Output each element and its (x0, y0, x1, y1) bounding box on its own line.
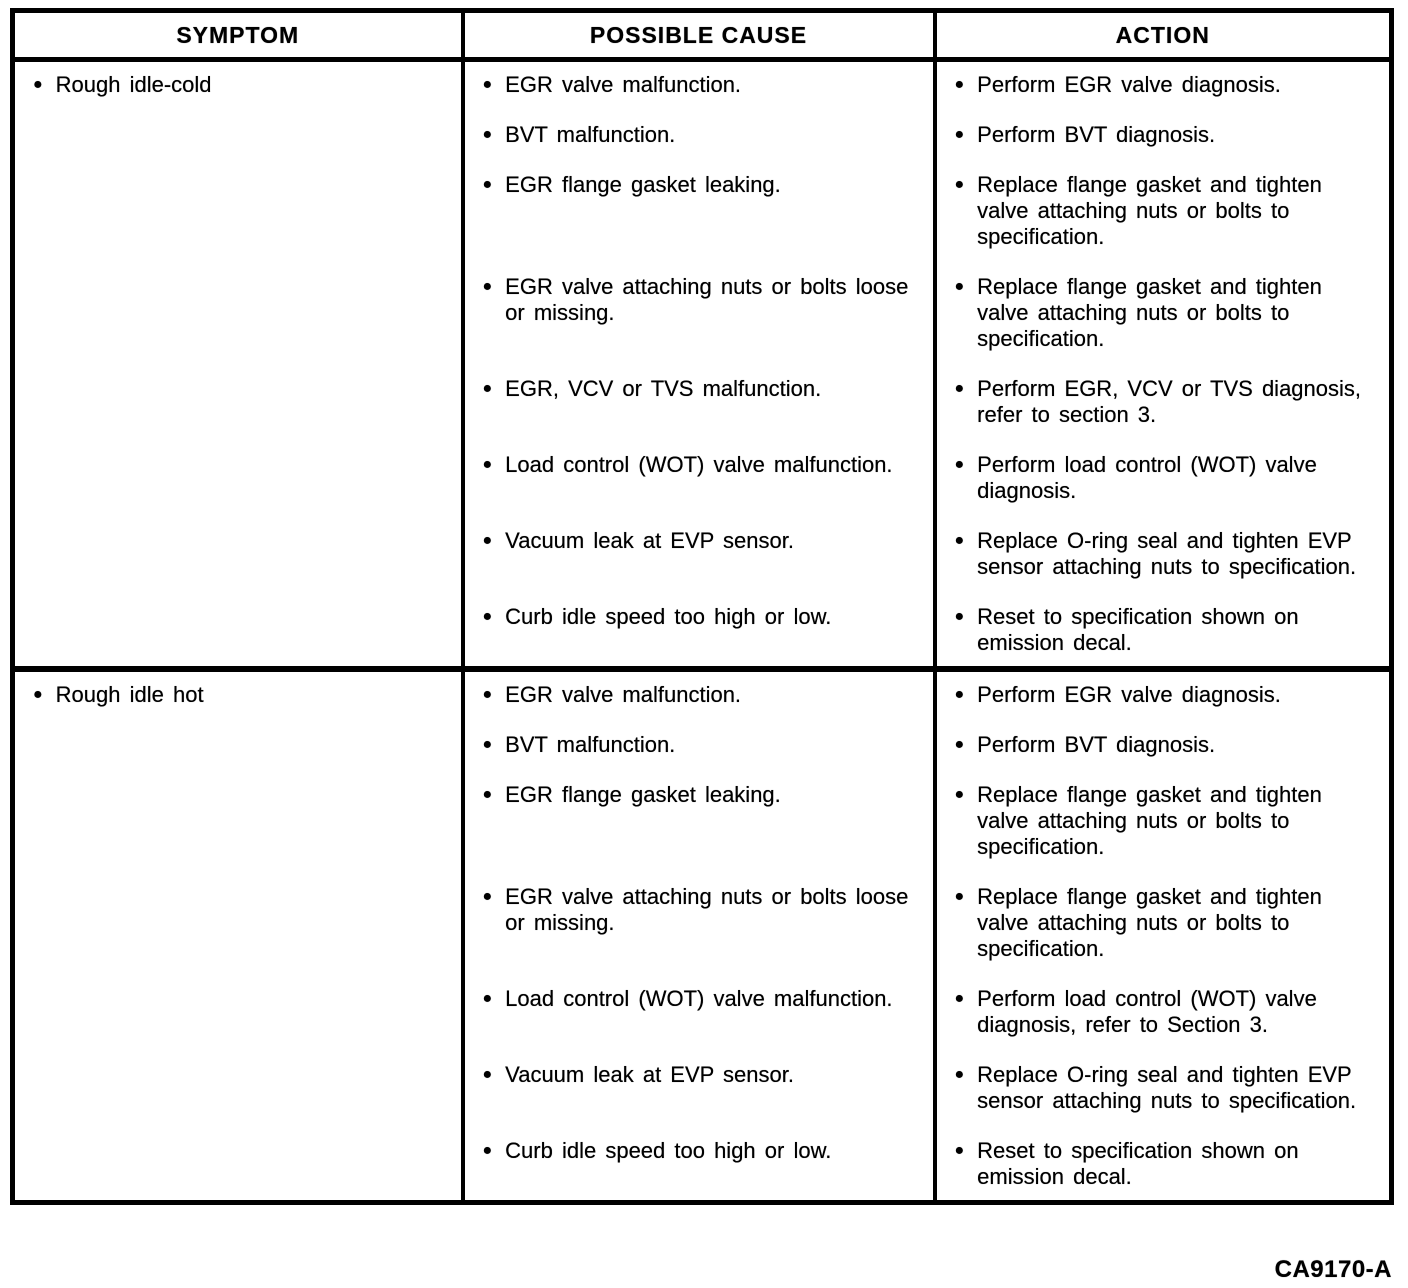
action-text: Replace flange gasket and tighten valve attaching nuts or bolts to specification. (977, 274, 1322, 351)
cause-cell (463, 580, 935, 669)
action-text: Perform load control (WOT) valve diagnosis, refer to Section 3. (977, 986, 1317, 1037)
bullet-icon: ● (482, 278, 493, 295)
cause-text: EGR valve malfunction. (505, 682, 742, 707)
action-cell (935, 580, 1392, 669)
action-text: Perform load control (WOT) valve diagnosis. (977, 452, 1317, 503)
bullet-icon: ● (482, 786, 493, 803)
bullet-icon: ● (954, 1066, 965, 1083)
action-cell (935, 148, 1392, 250)
bullet-icon: ● (954, 786, 965, 803)
cause-cell (463, 860, 935, 962)
cause-cell (463, 1038, 935, 1114)
bullet-icon: ● (954, 76, 965, 93)
symptom-cell (13, 669, 463, 1203)
cause-cell (463, 962, 935, 1038)
symptom-text: Rough idle hot (55, 682, 204, 707)
cause-text: EGR flange gasket leaking. (505, 782, 781, 807)
cause-cell (463, 708, 935, 758)
bullet-icon: ● (482, 76, 493, 93)
table-row (13, 669, 1392, 708)
table-header-row (13, 11, 1392, 60)
bullet-icon: ● (482, 176, 493, 193)
cause-text: EGR valve attaching nuts or bolts loose or missing. (505, 884, 909, 935)
bullet-icon: ● (482, 1066, 493, 1083)
bullet-icon: ● (954, 888, 965, 905)
action-cell (935, 250, 1392, 352)
cause-cell (463, 504, 935, 580)
cause-text: Load control (WOT) valve malfunction. (505, 452, 893, 477)
cause-text: EGR, VCV or TVS malfunction. (505, 376, 822, 401)
action-text: Perform BVT diagnosis. (977, 732, 1216, 757)
cause-text: Vacuum leak at EVP sensor. (505, 1062, 794, 1087)
bullet-icon: ● (954, 126, 965, 143)
cause-text: EGR flange gasket leaking. (505, 172, 781, 197)
cause-cell (463, 669, 935, 708)
column-header-possible-cause: POSSIBLE CAUSE (463, 11, 935, 60)
action-text: Perform BVT diagnosis. (977, 122, 1216, 147)
cause-cell (463, 1114, 935, 1203)
table-row (13, 60, 1392, 99)
bullet-icon: ● (33, 76, 43, 93)
cause-text: BVT malfunction. (505, 122, 676, 147)
bullet-icon: ● (482, 686, 493, 703)
action-text: Perform EGR valve diagnosis. (977, 72, 1281, 97)
bullet-icon: ● (482, 1142, 493, 1159)
bullet-icon: ● (954, 608, 965, 625)
action-cell (935, 669, 1392, 708)
action-cell (935, 504, 1392, 580)
cause-cell (463, 250, 935, 352)
cause-cell (463, 98, 935, 148)
cause-text: EGR valve attaching nuts or bolts loose or missing. (505, 274, 909, 325)
action-text: Reset to specification shown on emission decal. (977, 604, 1299, 655)
bullet-icon: ● (482, 532, 493, 549)
bullet-icon: ● (33, 686, 43, 703)
bullet-icon: ● (954, 990, 965, 1007)
cause-cell (463, 60, 935, 99)
action-text: Perform EGR valve diagnosis. (977, 682, 1281, 707)
bullet-icon: ● (482, 456, 493, 473)
symptom-text: Rough idle-cold (55, 72, 212, 97)
action-cell (935, 1114, 1392, 1203)
action-cell (935, 962, 1392, 1038)
figure-code-label: CA9170-A (1274, 1256, 1392, 1283)
action-text: Perform EGR, VCV or TVS diagnosis, refer to section 3. (977, 376, 1362, 427)
cause-cell (463, 758, 935, 860)
bullet-icon: ● (954, 686, 965, 703)
bullet-icon: ● (954, 456, 965, 473)
cause-text: Load control (WOT) valve malfunction. (505, 986, 893, 1011)
bullet-icon: ● (482, 126, 493, 143)
bullet-icon: ● (954, 278, 965, 295)
action-cell (935, 352, 1392, 428)
bullet-icon: ● (482, 608, 493, 625)
action-cell (935, 758, 1392, 860)
symptom-cell (13, 60, 463, 670)
action-cell (935, 428, 1392, 504)
action-cell (935, 1038, 1392, 1114)
column-header-action: ACTION (935, 11, 1392, 60)
action-cell (935, 708, 1392, 758)
action-text: Replace O-ring seal and tighten EVP sensor attaching nuts to specification. (977, 1062, 1357, 1113)
action-cell (935, 98, 1392, 148)
action-text: Replace O-ring seal and tighten EVP sensor attaching nuts to specification. (977, 528, 1357, 579)
cause-text: Curb idle speed too high or low. (505, 1138, 832, 1163)
action-text: Replace flange gasket and tighten valve attaching nuts or bolts to specification. (977, 172, 1322, 249)
bullet-icon: ● (954, 1142, 965, 1159)
action-text: Replace flange gasket and tighten valve attaching nuts or bolts to specification. (977, 884, 1322, 961)
action-cell (935, 860, 1392, 962)
cause-cell (463, 352, 935, 428)
cause-text: Vacuum leak at EVP sensor. (505, 528, 794, 553)
bullet-icon: ● (954, 380, 965, 397)
column-header-symptom: SYMPTOM (13, 11, 463, 60)
action-text: Replace flange gasket and tighten valve attaching nuts or bolts to specification. (977, 782, 1322, 859)
bullet-icon: ● (482, 990, 493, 1007)
cause-cell (463, 428, 935, 504)
bullet-icon: ● (482, 888, 493, 905)
bullet-icon: ● (954, 176, 965, 193)
bullet-icon: ● (482, 736, 493, 753)
action-cell (935, 60, 1392, 99)
cause-text: EGR valve malfunction. (505, 72, 742, 97)
bullet-icon: ● (954, 736, 965, 753)
action-text: Reset to specification shown on emission decal. (977, 1138, 1299, 1189)
cause-text: Curb idle speed too high or low. (505, 604, 832, 629)
cause-cell (463, 148, 935, 250)
symptom-diagnosis-table (10, 8, 1394, 1205)
cause-text: BVT malfunction. (505, 732, 676, 757)
bullet-icon: ● (482, 380, 493, 397)
bullet-icon: ● (954, 532, 965, 549)
